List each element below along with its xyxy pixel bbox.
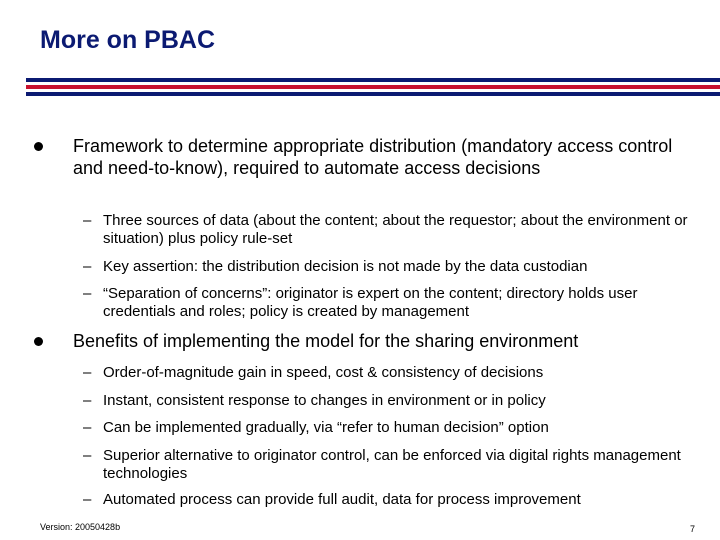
- sub-dash: –: [83, 212, 92, 229]
- sub-bullet-text: Three sources of data (about the content; about the requestor; about the environment or situation) plus policy rule-set: [103, 212, 688, 247]
- sub-dash: –: [83, 419, 92, 436]
- bullet-dot: [34, 142, 43, 151]
- bullet-text: Framework to determine appropriate distribution (mandatory access control and need-to-know), required to automate access decisions: [73, 136, 673, 178]
- sub-dash: –: [83, 491, 92, 508]
- sub-bullet-text: Automated process can provide full audit, data for process improvement: [103, 491, 581, 508]
- title-rule: [0, 78, 720, 96]
- sub-dash: –: [83, 364, 92, 381]
- sub-dash: –: [83, 392, 92, 409]
- bullet-dot: [34, 337, 43, 346]
- page-number: 7: [690, 524, 696, 534]
- sub-dash: –: [83, 258, 92, 275]
- sub-bullet-text: Superior alternative to originator control, can be enforced via digital rights management technologies: [103, 447, 681, 482]
- sub-dash: –: [83, 447, 92, 464]
- slide-title: More on PBAC: [40, 26, 215, 54]
- version-label: Version: 20050428b: [40, 522, 121, 532]
- sub-bullet-text: Order-of-magnitude gain in speed, cost & consistency of decisions: [103, 364, 544, 381]
- sub-bullet-text: Can be implemented gradually, via “refer to human decision” option: [103, 419, 549, 436]
- sub-bullet-text: “Separation of concerns”: originator is expert on the content; directory holds user credentials and roles; policy is created by management: [103, 285, 638, 320]
- bullet-text: Benefits of implementing the model for the sharing environment: [73, 331, 579, 351]
- sub-bullet-text: Key assertion: the distribution decision is not made by the data custodian: [103, 258, 588, 275]
- sub-bullet-text: Instant, consistent response to changes in environment or in policy: [103, 392, 546, 409]
- sub-dash: –: [83, 285, 92, 302]
